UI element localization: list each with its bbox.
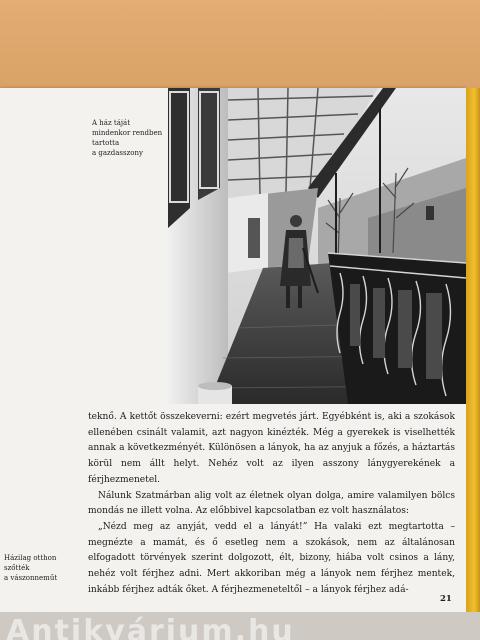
- caption-line: tartotta: [92, 139, 120, 147]
- page-number: 21: [440, 594, 452, 604]
- paragraph: teknő. A kettőt összekeverni: ezért megvetés járt. Egyébként is, aki a szokások ellenében csinált valamit, azt nagyon kinézték. Még a gyerekek is viselhették annak a következményét. Különösen a lányok, ha az anyjuk a főzés, a háztartás körül nem állt helyt. Nehéz volt az ilyen asszony lánygyerekének a férjhezmenetel.: [88, 412, 455, 485]
- caption-line: mindenkor rendben: [92, 129, 163, 137]
- side-caption: [4, 553, 62, 583]
- body-text: [88, 410, 455, 598]
- porch-photograph: [168, 88, 466, 404]
- paragraph: „Nézd meg az anyját, vedd el a lányát!” Ha valaki ezt megtartotta – megnézte a mamát, és ő esetleg nem a szokások, nem az általánosan elfogadott törvények szerint dolgozott, élt, bizony, hiába volt csinos a lány, nehéz volt férjhez adni. Mert akkoriban még a lányok nem férjhez mentek, inkább férjhez adták őket. A férjhezmeneteltől – a lányok férjhez adá-: [88, 521, 455, 595]
- caption-line: A ház táját: [92, 119, 131, 127]
- book-cover-edge: [466, 88, 480, 618]
- caption-line: a gazdasszony: [92, 149, 143, 157]
- background-wall: [0, 0, 480, 90]
- caption-line: szőtték: [4, 564, 30, 572]
- caption-line: a vászonneműt: [4, 574, 58, 582]
- bottom-band: [0, 612, 480, 640]
- paragraph: Nálunk Szatmárban alig volt az életnek olyan dolga, amire valamilyen bölcs mondás ne illett volna. Az előbbivel kapcsolatban ez volt használatos:: [88, 490, 455, 517]
- caption-line: Házilag otthon: [4, 554, 57, 562]
- photo-caption: [92, 118, 167, 158]
- watermark: Antikvárium.hu: [6, 614, 295, 640]
